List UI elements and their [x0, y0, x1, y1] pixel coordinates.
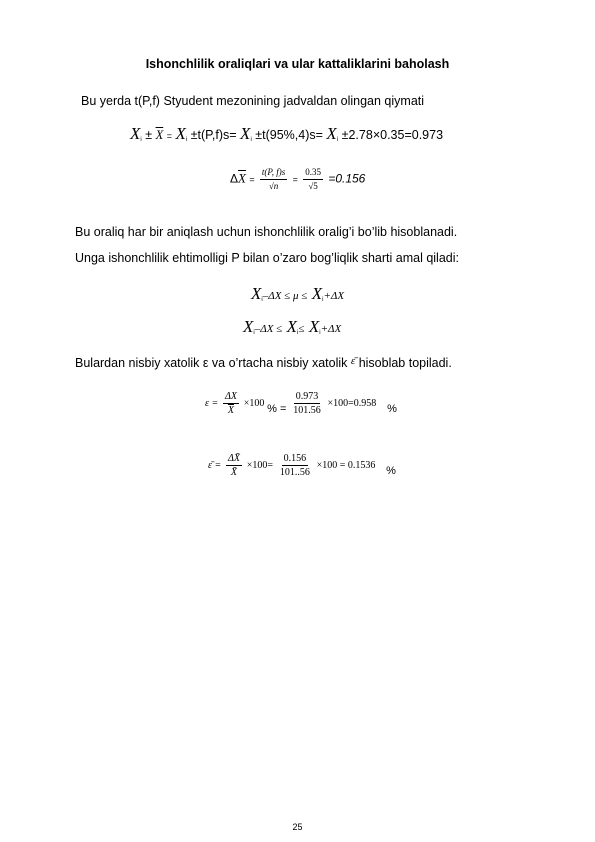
numerator: 0.973	[295, 391, 319, 402]
condition-mu	[251, 284, 344, 304]
x-symbol: X	[243, 317, 254, 336]
section-heading: Ishonchlilik oraliqlari va ular kattaliklarini baholash	[145, 57, 450, 71]
formula-part-a: ±t(P,f)s=	[190, 128, 237, 142]
fraction-s-over-root-5	[303, 166, 323, 193]
x-symbol: X	[240, 124, 251, 143]
condition-right: +ΔX	[320, 323, 342, 335]
x-symbol: X	[251, 284, 262, 303]
equals: =	[249, 174, 255, 185]
epsilon-bar-symbol: ε̄	[350, 355, 356, 367]
x-symbol: X	[130, 124, 141, 143]
fraction-t-s-over-root-n	[260, 166, 287, 193]
x-symbol: X	[311, 284, 323, 303]
percent-sign: %	[387, 403, 397, 416]
condition-xi	[243, 317, 341, 337]
intro-text: Bu yerda t(P,f) Styudent mezonining jadvaldan olingan qiymati	[81, 94, 425, 108]
subscript-i: i	[185, 137, 188, 143]
result: ×100=0.958	[327, 398, 377, 410]
subscript-i: i	[322, 297, 324, 303]
equals: =	[292, 174, 298, 185]
subscript-i: i	[319, 330, 321, 336]
subscript-i: i	[253, 330, 255, 336]
paragraph-3-end: hisoblab topiladi.	[358, 356, 452, 370]
condition-right: +ΔX	[323, 290, 345, 302]
delta-symbol: Δ	[230, 171, 239, 186]
x-symbol: X	[175, 124, 186, 143]
equals: =	[166, 131, 172, 141]
lhs: ε̄ =	[208, 460, 222, 472]
paragraph-1: Bu oraliq har bir aniqlash uchun ishonchlilik oralig’i bo’lib hisoblanadi.	[75, 225, 458, 239]
formula-part-b: ±t(95%,4)s=	[255, 128, 323, 142]
fraction-values	[278, 452, 312, 479]
numerator: ΔX̄	[227, 453, 240, 464]
plus-minus: ±	[145, 128, 153, 142]
denominator: 101.56	[293, 405, 321, 416]
x-symbol: X	[286, 317, 298, 336]
subscript-i: i	[336, 137, 339, 143]
percent-sign: %	[386, 465, 396, 478]
numerator: 0.156	[283, 453, 307, 464]
numerator: t(P, f)s	[260, 166, 287, 180]
subscript-i: i	[261, 297, 263, 303]
formula-relative-error	[205, 390, 397, 417]
subscript-i: i	[297, 330, 299, 336]
x-bar: $\overline{X}$	[238, 170, 246, 186]
subscript-i: i	[140, 137, 142, 143]
formula-mean-relative-error	[208, 452, 396, 479]
formula-part-c: ±2.78×0.35=0.973	[341, 128, 444, 142]
times-hundred: ×100	[243, 398, 265, 410]
result: ×100 = 0.1536	[316, 460, 376, 472]
denominator: X	[227, 405, 235, 416]
condition-left: –ΔX ≤ μ ≤	[262, 290, 308, 302]
times-hundred: ×100=	[246, 460, 274, 472]
formula-confidence-interval	[130, 124, 443, 144]
result: =0.156	[328, 171, 366, 186]
denominator: √5	[308, 181, 318, 191]
numerator: ΔX	[224, 391, 237, 402]
paragraph-3-start: Bulardan nisbiy xatolik ε va o’rtacha nisbiy xatolik	[75, 356, 348, 370]
paragraph-2: Unga ishonchlilik ehtimolligi P bilan o’zaro bog’liqlik sharti amal qiladi:	[75, 251, 459, 265]
denominator: X̄	[230, 467, 238, 478]
fraction-delta-x-over-x	[223, 390, 239, 417]
condition-left: –ΔX ≤	[254, 323, 283, 335]
paragraph-3	[75, 355, 452, 370]
fraction-values	[291, 390, 323, 417]
formula-delta-x	[230, 166, 365, 193]
denominator: 101..56	[279, 467, 310, 478]
condition-mid: ≤	[298, 323, 305, 335]
denominator: √n	[268, 181, 279, 191]
lhs: ε =	[205, 398, 219, 410]
numerator: 0.35	[303, 166, 323, 180]
x-symbol: X	[308, 317, 320, 336]
percent-equals: % =	[267, 403, 287, 416]
page-number: 25	[292, 822, 303, 832]
fraction-delta-xbar-over-xbar	[226, 452, 242, 479]
subscript-i: i	[250, 137, 252, 143]
x-bar: $\overline{X}$	[155, 128, 164, 142]
x-symbol: X	[326, 124, 337, 143]
